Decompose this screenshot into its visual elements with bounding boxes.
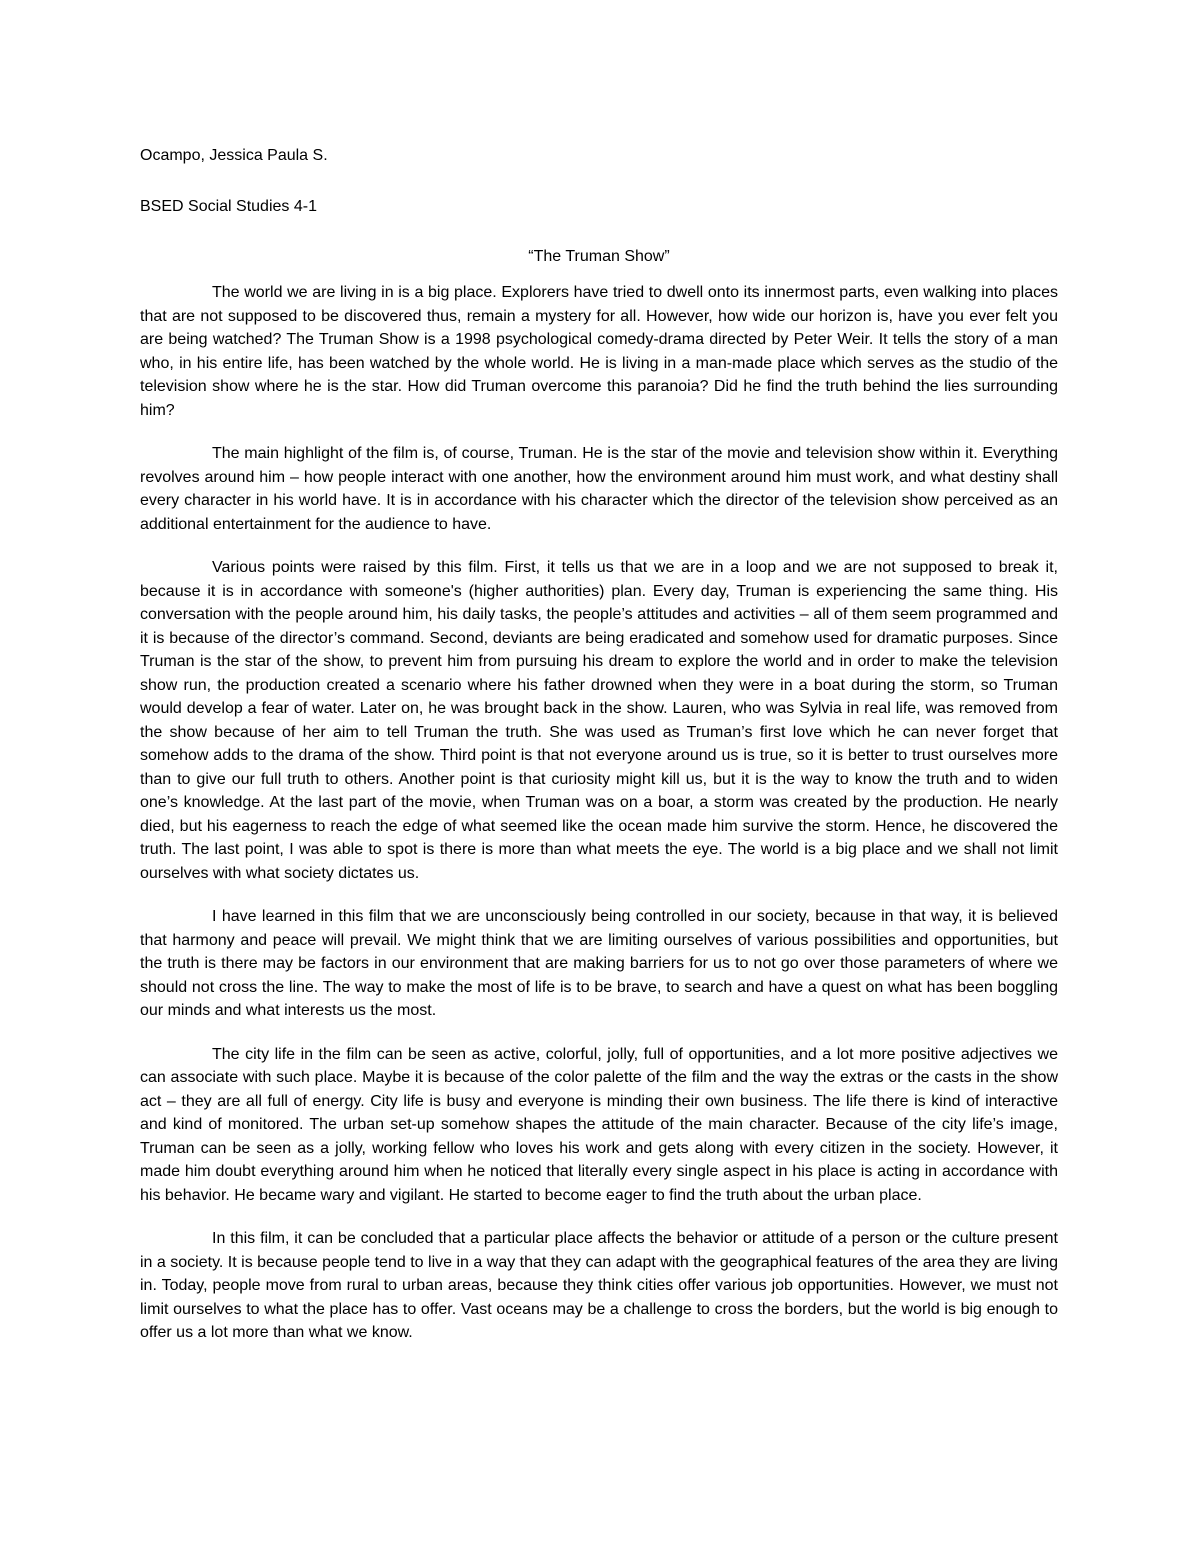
essay-title: “The Truman Show” bbox=[528, 248, 670, 265]
document-page bbox=[140, 146, 1058, 1345]
paragraph-lessons-learned: I have learned in this film that we are unconsciously being controlled in our society, because in that way, it is believed that harmony and peace will prevail. We might think that we are limiting ourselves of various possibilities and opportunities, but the truth is there may be factors in our environment that are making barriers for us to not go over those parameters of where we should not cross the line. The way to make the most of life is to be brave, to search and have a quest on what has been boggling our minds and what interests us the most. bbox=[140, 908, 1058, 1019]
paragraph-city-life: The city life in the film can be seen as active, colorful, jolly, full of opportunities, and a lot more positive adjectives we can associate with such place. Maybe it is because of the color palette of the film and the way the extras or the casts in the show act – they are all full of energy. City life is busy and everyone is minding their own business. The life there is kind of interactive and kind of monitored. The urban set-up somehow shapes the attitude of the main character. Because of the city life’s image, Truman can be seen as a jolly, working fellow who loves his work and gets along with every citizen in the society. However, it made him doubt everything around him when he noticed that literally every single aspect in his place is acting in accordance with his behavior. He became wary and vigilant. He started to become eager to find the truth about the urban place. bbox=[140, 1045, 1058, 1204]
course-section: BSED Social Studies 4-1 bbox=[140, 198, 317, 215]
paragraph-points-raised: Various points were raised by this film. First, it tells us that we are in a loop and we are not supposed to break it, because it is in accordance with someone's (higher authorities) plan. Every day, Truman is experiencing the same thing. His conversation with the people around him, his daily tasks, the people’s attitudes and activities – all of them seem programmed and it is because of the director’s command. Second, deviants are being eradicated and somehow used for dramatic purposes. Since Truman is the star of the show, to prevent him from pursuing his dream to explore the world and in order to make the television show run, the production created a scenario where his father drowned when they were in a boat during the storm, so Truman would develop a fear of water. Later on, he was brought back in the show. Lauren, who was Sylvia in real life, was removed from the show because of her aim to tell Truman the truth. She was used as Truman’s first love which he can never forget that somehow adds to the drama of the show. Third point is that not everyone around us is true, so it is better to trust ourselves more than to give our full truth to others. Another point is that curiosity might kill us, but it is the way to know the truth and to widen one’s knowledge. At the last part of the movie, when Truman was on a boar, a storm was created by the production. He nearly died, but his eagerness to reach the edge of what seemed like the ocean made him survive the storm. Hence, he discovered the truth. The last point, I was able to spot is there is more than what meets the eye. The world is a big place and we shall not limit ourselves with what society dictates us. bbox=[140, 559, 1058, 882]
paragraph-conclusion: In this film, it can be concluded that a particular place affects the behavior or attitude of a person or the culture present in a society. It is because people tend to live in a way that they can adapt with the geographical features of the area they are living in. Today, people move from rural to urban areas, because they think cities offer various job opportunities. However, we must not limit ourselves to what the place has to offer. Vast oceans may be a challenge to cross the borders, but the world is big enough to offer us a lot more than what we know. bbox=[140, 1230, 1058, 1341]
paragraph-main-highlight: The main highlight of the film is, of course, Truman. He is the star of the movie and television show within it. Everything revolves around him – how people interact with one another, how the environment around him must work, and what destiny shall every character in his world have. It is in accordance with his character which the director of the television show perceived as an additional entertainment for the audience to have. bbox=[140, 445, 1058, 533]
paragraph-introduction: The world we are living in is a big place. Explorers have tried to dwell onto its innermost parts, even walking into places that are not supposed to be discovered thus, remain a mystery for all. However, how wide our horizon is, have you ever felt you are being watched? The Truman Show is a 1998 psychological comedy-drama directed by Peter Weir. It tells the story of a man who, in his entire life, has been watched by the whole world. He is living in a man-made place which serves as the studio of the television show where he is the star. How did Truman overcome this paranoia? Did he find the truth behind the lies surrounding him? bbox=[140, 284, 1058, 419]
author-name: Ocampo, Jessica Paula S. bbox=[140, 147, 328, 164]
